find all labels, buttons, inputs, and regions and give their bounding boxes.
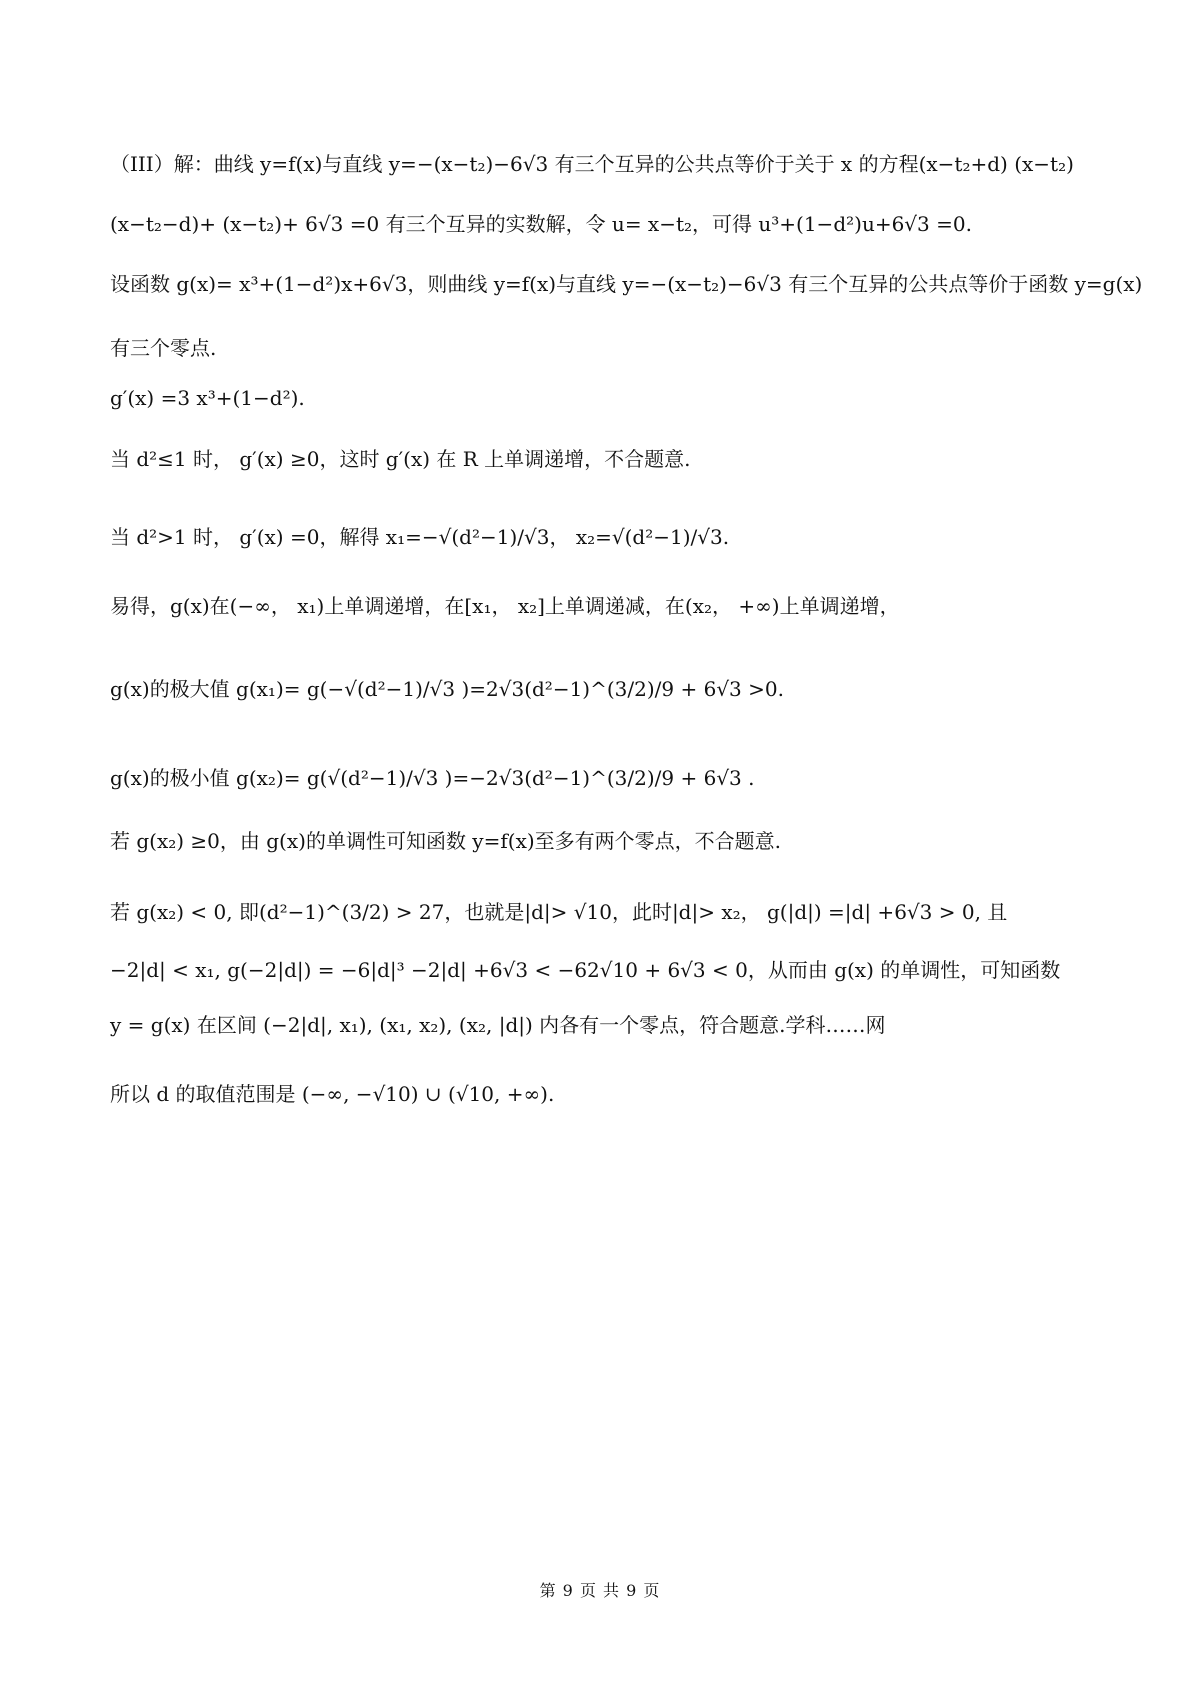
solution-line-10: g(x)的极小值 g(x₂)= g(√(d²−1)/√3 )=−2√3(d²−1)^(3/2)/9 + 6√3 .	[110, 766, 755, 790]
solution-line-7: 当 d²>1 时， g′(x) =0，解得 x₁=−√(d²−1)/√3， x₂=√(d²−1)/√3.	[110, 525, 730, 549]
solution-line-2: (x−t₂−d)+ (x−t₂)+ 6√3 =0 有三个互异的实数解，令 u= x−t₂，可得 u³+(1−d²)u+6√3 =0.	[110, 212, 972, 236]
solution-line-12: 若 g(x₂) < 0, 即(d²−1)^(3/2) > 27，也就是|d|> √10，此时|d|> x₂， g(|d|) =|d| +6√3 > 0, 且	[110, 900, 1008, 924]
solution-line-3: 设函数 g(x)= x³+(1−d²)x+6√3，则曲线 y=f(x)与直线 y=−(x−t₂)−6√3 有三个互异的公共点等价于函数 y=g(x)	[110, 272, 1143, 296]
solution-line-14: y = g(x) 在区间 (−2|d|, x₁), (x₁, x₂), (x₂, |d|) 内各有一个零点，符合题意.学科……网	[110, 1013, 886, 1037]
solution-line-15: 所以 d 的取值范围是 (−∞, −√10) ∪ (√10, +∞).	[110, 1082, 555, 1106]
page-number-footer: 第 9 页 共 9 页	[539, 1581, 661, 1600]
solution-line-8: 易得，g(x)在(−∞， x₁)上单调递增，在[x₁， x₂]上单调递减，在(x₂， +∞)上单调递增，	[110, 594, 900, 618]
solution-line-1: （III）解：曲线 y=f(x)与直线 y=−(x−t₂)−6√3 有三个互异的公共点等价于关于 x 的方程(x−t₂+d) (x−t₂)	[110, 152, 1074, 176]
solution-line-9: g(x)的极大值 g(x₁)= g(−√(d²−1)/√3 )=2√3(d²−1)^(3/2)/9 + 6√3 >0.	[110, 677, 784, 701]
solution-line-11: 若 g(x₂) ≥0，由 g(x)的单调性可知函数 y=f(x)至多有两个零点，不合题意.	[110, 829, 782, 853]
solution-line-5: g′(x) =3 x³+(1−d²).	[110, 386, 305, 410]
solution-line-6: 当 d²≤1 时， g′(x) ≥0，这时 g′(x) 在 R 上单调递增，不合题意.	[110, 447, 691, 471]
solution-line-4: 有三个零点.	[110, 336, 217, 360]
solution-line-13: −2|d| < x₁, g(−2|d|) = −6|d|³ −2|d| +6√3 < −62√10 + 6√3 < 0，从而由 g(x) 的单调性，可知函数	[110, 958, 1061, 982]
